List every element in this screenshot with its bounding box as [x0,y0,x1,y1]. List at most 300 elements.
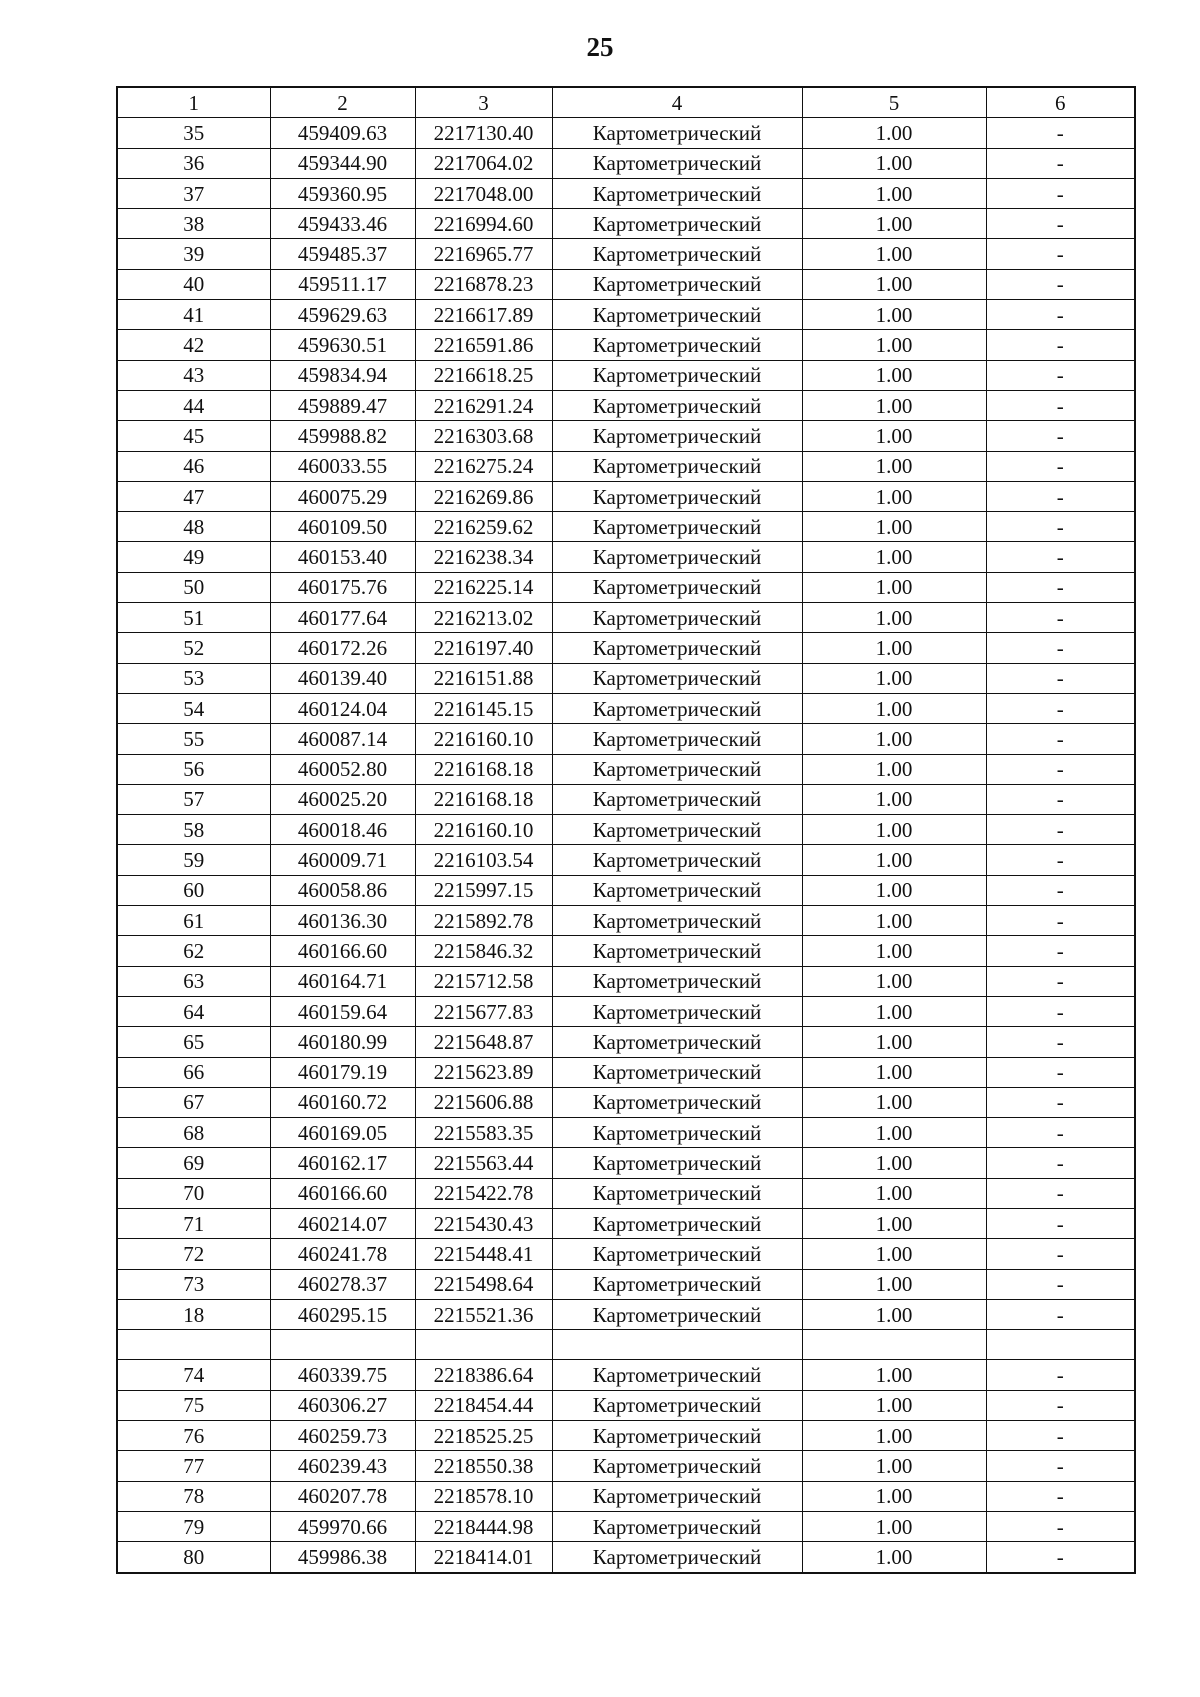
table-row [117,209,1135,239]
table-row [117,390,1135,420]
x-coordinate-cell: 460162.17 [270,1148,415,1178]
y-coordinate-cell: 2215712.58 [415,966,552,996]
point-number-cell: 60 [117,875,270,905]
y-coordinate-cell: 2216259.62 [415,512,552,542]
method-cell: Картометрический [552,1118,802,1148]
description-cell: - [986,148,1135,178]
table-row [117,1451,1135,1481]
table-row [117,421,1135,451]
y-coordinate-cell: 2218578.10 [415,1481,552,1511]
accuracy-cell: 1.00 [802,1057,986,1087]
x-coordinate-cell: 459344.90 [270,148,415,178]
description-cell: - [986,1027,1135,1057]
method-cell: Картометрический [552,572,802,602]
y-coordinate-cell: 2216275.24 [415,451,552,481]
point-number-cell: 65 [117,1027,270,1057]
point-number-cell: 79 [117,1511,270,1541]
description-cell: - [986,481,1135,511]
table-row [117,754,1135,784]
description-cell: - [986,390,1135,420]
x-coordinate-cell: 460136.30 [270,906,415,936]
point-number-cell: 75 [117,1390,270,1420]
accuracy-cell: 1.00 [802,1511,986,1541]
method-cell: Картометрический [552,875,802,905]
table-row [117,784,1135,814]
point-number-cell: 72 [117,1239,270,1269]
table-row [117,572,1135,602]
x-coordinate-cell: 459511.17 [270,269,415,299]
table-row [117,269,1135,299]
method-cell: Картометрический [552,300,802,330]
x-coordinate-cell: 460153.40 [270,542,415,572]
y-coordinate-cell: 2215846.32 [415,936,552,966]
point-number-cell: 36 [117,148,270,178]
point-number-cell: 71 [117,1208,270,1238]
description-cell: - [986,330,1135,360]
method-cell: Картометрический [552,269,802,299]
y-coordinate-cell: 2216168.18 [415,754,552,784]
x-coordinate-cell: 459970.66 [270,1511,415,1541]
accuracy-cell: 1.00 [802,209,986,239]
description-cell: - [986,451,1135,481]
point-number-cell: 53 [117,663,270,693]
point-number-cell: 76 [117,1421,270,1451]
y-coordinate-cell: 2217130.40 [415,118,552,148]
table-body [117,118,1135,1573]
point-number-cell: 39 [117,239,270,269]
table-row [117,936,1135,966]
method-cell: Картометрический [552,330,802,360]
method-cell: Картометрический [552,148,802,178]
method-cell: Картометрический [552,633,802,663]
description-cell: - [986,1511,1135,1541]
y-coordinate-cell: 2216238.34 [415,542,552,572]
y-coordinate-cell: 2217064.02 [415,148,552,178]
table-row [117,300,1135,330]
method-cell: Картометрический [552,390,802,420]
x-coordinate-cell: 460214.07 [270,1208,415,1238]
header-row [117,87,1135,118]
description-cell: - [986,693,1135,723]
x-coordinate-cell: 460025.20 [270,784,415,814]
description-cell: - [986,845,1135,875]
y-coordinate-cell: 2216160.10 [415,815,552,845]
x-coordinate-cell: 459834.94 [270,360,415,390]
accuracy-cell: 1.00 [802,1148,986,1178]
method-cell: Картометрический [552,421,802,451]
y-coordinate-cell: 2215430.43 [415,1208,552,1238]
description-cell: - [986,1269,1135,1299]
method-cell: Картометрический [552,1239,802,1269]
method-cell: Картометрический [552,1299,802,1329]
description-cell: - [986,1208,1135,1238]
accuracy-cell: 1.00 [802,239,986,269]
table-row [117,966,1135,996]
y-coordinate-cell: 2216303.68 [415,421,552,451]
x-coordinate-cell: 459433.46 [270,209,415,239]
description-cell: - [986,1542,1135,1573]
x-coordinate-cell: 460160.72 [270,1087,415,1117]
point-number-cell: 55 [117,724,270,754]
point-number-cell: 37 [117,178,270,208]
point-number-cell: 35 [117,118,270,148]
x-coordinate-cell: 460179.19 [270,1057,415,1087]
x-coordinate-cell: 460339.75 [270,1360,415,1390]
accuracy-cell: 1.00 [802,936,986,966]
table-row [117,330,1135,360]
table-row [117,1330,1135,1360]
description-cell: - [986,754,1135,784]
accuracy-cell: 1.00 [802,178,986,208]
point-number-cell: 40 [117,269,270,299]
accuracy-cell: 1.00 [802,360,986,390]
y-coordinate-cell: 2216618.25 [415,360,552,390]
accuracy-cell: 1.00 [802,1542,986,1573]
description-cell: - [986,421,1135,451]
y-coordinate-cell: 2216145.15 [415,693,552,723]
description-cell: - [986,966,1135,996]
y-coordinate-cell: 2218414.01 [415,1542,552,1573]
x-coordinate-cell: 460159.64 [270,996,415,1026]
y-coordinate-cell: 2215583.35 [415,1118,552,1148]
table-row [117,845,1135,875]
x-coordinate-cell: 460087.14 [270,724,415,754]
point-number-cell: 69 [117,1148,270,1178]
x-coordinate-cell: 460306.27 [270,1390,415,1420]
description-cell: - [986,1118,1135,1148]
x-coordinate-cell: 460075.29 [270,481,415,511]
point-number-cell: 70 [117,1178,270,1208]
table-row [117,1421,1135,1451]
method-cell: Картометрический [552,1360,802,1390]
x-coordinate-cell: 460052.80 [270,754,415,784]
description-cell: - [986,875,1135,905]
x-coordinate-cell: 460139.40 [270,663,415,693]
description-cell: - [986,1299,1135,1329]
description-cell: - [986,178,1135,208]
point-number-cell [117,1330,270,1360]
method-cell: Картометрический [552,542,802,572]
table-row [117,693,1135,723]
y-coordinate-cell: 2216160.10 [415,724,552,754]
accuracy-cell: 1.00 [802,1299,986,1329]
x-coordinate-cell: 460239.43 [270,1451,415,1481]
accuracy-cell: 1.00 [802,1481,986,1511]
y-coordinate-cell: 2218525.25 [415,1421,552,1451]
method-cell: Картометрический [552,239,802,269]
header-cell-2: 2 [270,87,415,118]
y-coordinate-cell [415,1330,552,1360]
point-number-cell: 61 [117,906,270,936]
method-cell: Картометрический [552,118,802,148]
accuracy-cell: 1.00 [802,1208,986,1238]
point-number-cell: 77 [117,1451,270,1481]
point-number-cell: 49 [117,542,270,572]
description-cell: - [986,663,1135,693]
y-coordinate-cell: 2216591.86 [415,330,552,360]
description-cell: - [986,936,1135,966]
y-coordinate-cell: 2218444.98 [415,1511,552,1541]
description-cell: - [986,724,1135,754]
accuracy-cell: 1.00 [802,1421,986,1451]
description-cell: - [986,1360,1135,1390]
table-row [117,1239,1135,1269]
table-row [117,1511,1135,1541]
accuracy-cell: 1.00 [802,996,986,1026]
table-row [117,1208,1135,1238]
table-row [117,1118,1135,1148]
method-cell: Картометрический [552,815,802,845]
point-number-cell: 62 [117,936,270,966]
x-coordinate-cell: 459409.63 [270,118,415,148]
method-cell [552,1330,802,1360]
header-cell-4: 4 [552,87,802,118]
description-cell: - [986,572,1135,602]
y-coordinate-cell: 2215892.78 [415,906,552,936]
x-coordinate-cell: 459986.38 [270,1542,415,1573]
method-cell: Картометрический [552,1511,802,1541]
table-row [117,1360,1135,1390]
y-coordinate-cell: 2218550.38 [415,1451,552,1481]
coordinates-table [116,86,1136,1574]
method-cell: Картометрический [552,512,802,542]
method-cell: Картометрический [552,1451,802,1481]
description-cell [986,1330,1135,1360]
point-number-cell: 38 [117,209,270,239]
description-cell: - [986,118,1135,148]
x-coordinate-cell: 460166.60 [270,936,415,966]
point-number-cell: 54 [117,693,270,723]
accuracy-cell: 1.00 [802,1118,986,1148]
point-number-cell: 57 [117,784,270,814]
y-coordinate-cell: 2218454.44 [415,1390,552,1420]
description-cell: - [986,1087,1135,1117]
y-coordinate-cell: 2216213.02 [415,603,552,633]
method-cell: Картометрический [552,603,802,633]
method-cell: Картометрический [552,1421,802,1451]
description-cell: - [986,1421,1135,1451]
y-coordinate-cell: 2215623.89 [415,1057,552,1087]
table-row [117,118,1135,148]
accuracy-cell: 1.00 [802,330,986,360]
accuracy-cell: 1.00 [802,1360,986,1390]
accuracy-cell: 1.00 [802,1087,986,1117]
description-cell: - [986,784,1135,814]
accuracy-cell: 1.00 [802,906,986,936]
y-coordinate-cell: 2215422.78 [415,1178,552,1208]
accuracy-cell: 1.00 [802,300,986,330]
accuracy-cell: 1.00 [802,1239,986,1269]
accuracy-cell: 1.00 [802,845,986,875]
accuracy-cell: 1.00 [802,1269,986,1299]
accuracy-cell: 1.00 [802,663,986,693]
point-number-cell: 56 [117,754,270,784]
method-cell: Картометрический [552,754,802,784]
description-cell: - [986,542,1135,572]
accuracy-cell: 1.00 [802,118,986,148]
y-coordinate-cell: 2215521.36 [415,1299,552,1329]
table-row [117,815,1135,845]
table-row [117,178,1135,208]
table-row [117,360,1135,390]
accuracy-cell: 1.00 [802,1178,986,1208]
accuracy-cell: 1.00 [802,966,986,996]
x-coordinate-cell: 460241.78 [270,1239,415,1269]
accuracy-cell: 1.00 [802,451,986,481]
accuracy-cell: 1.00 [802,1027,986,1057]
page-number: 25 [586,32,614,62]
method-cell: Картометрический [552,784,802,814]
point-number-cell: 44 [117,390,270,420]
y-coordinate-cell: 2215448.41 [415,1239,552,1269]
method-cell: Картометрический [552,1087,802,1117]
x-coordinate-cell: 460109.50 [270,512,415,542]
accuracy-cell: 1.00 [802,542,986,572]
accuracy-cell [802,1330,986,1360]
table-row [117,1148,1135,1178]
y-coordinate-cell: 2215677.83 [415,996,552,1026]
accuracy-cell: 1.00 [802,572,986,602]
table-row [117,1299,1135,1329]
x-coordinate-cell: 459360.95 [270,178,415,208]
x-coordinate-cell [270,1330,415,1360]
table-row [117,1481,1135,1511]
x-coordinate-cell: 460175.76 [270,572,415,602]
method-cell: Картометрический [552,209,802,239]
x-coordinate-cell: 460259.73 [270,1421,415,1451]
table-row [117,906,1135,936]
x-coordinate-cell: 460177.64 [270,603,415,633]
y-coordinate-cell: 2216291.24 [415,390,552,420]
x-coordinate-cell: 459889.47 [270,390,415,420]
table-row [117,633,1135,663]
table-row [117,1178,1135,1208]
method-cell: Картометрический [552,663,802,693]
table-row [117,451,1135,481]
description-cell: - [986,1481,1135,1511]
accuracy-cell: 1.00 [802,603,986,633]
accuracy-cell: 1.00 [802,390,986,420]
y-coordinate-cell: 2216103.54 [415,845,552,875]
x-coordinate-cell: 459988.82 [270,421,415,451]
y-coordinate-cell: 2216878.23 [415,269,552,299]
point-number-cell: 47 [117,481,270,511]
point-number-cell: 63 [117,966,270,996]
x-coordinate-cell: 460164.71 [270,966,415,996]
description-cell: - [986,1239,1135,1269]
y-coordinate-cell: 2216151.88 [415,663,552,693]
accuracy-cell: 1.00 [802,815,986,845]
method-cell: Картометрический [552,1481,802,1511]
table-row [117,663,1135,693]
accuracy-cell: 1.00 [802,724,986,754]
point-number-cell: 58 [117,815,270,845]
method-cell: Картометрический [552,178,802,208]
method-cell: Картометрический [552,1542,802,1573]
table-row [117,1057,1135,1087]
y-coordinate-cell: 2218386.64 [415,1360,552,1390]
x-coordinate-cell: 460207.78 [270,1481,415,1511]
y-coordinate-cell: 2216617.89 [415,300,552,330]
accuracy-cell: 1.00 [802,421,986,451]
y-coordinate-cell: 2215498.64 [415,1269,552,1299]
accuracy-cell: 1.00 [802,481,986,511]
accuracy-cell: 1.00 [802,1451,986,1481]
table-row [117,512,1135,542]
point-number-cell: 51 [117,603,270,633]
method-cell: Картометрический [552,906,802,936]
y-coordinate-cell: 2215606.88 [415,1087,552,1117]
method-cell: Картометрический [552,1027,802,1057]
y-coordinate-cell: 2217048.00 [415,178,552,208]
x-coordinate-cell: 460166.60 [270,1178,415,1208]
x-coordinate-cell: 460058.86 [270,875,415,905]
description-cell: - [986,603,1135,633]
table-row [117,1542,1135,1573]
point-number-cell: 52 [117,633,270,663]
point-number-cell: 41 [117,300,270,330]
point-number-cell: 80 [117,1542,270,1573]
x-coordinate-cell: 460124.04 [270,693,415,723]
x-coordinate-cell: 460009.71 [270,845,415,875]
description-cell: - [986,996,1135,1026]
point-number-cell: 48 [117,512,270,542]
point-number-cell: 46 [117,451,270,481]
accuracy-cell: 1.00 [802,754,986,784]
method-cell: Картометрический [552,360,802,390]
table-row [117,875,1135,905]
table-row [117,724,1135,754]
method-cell: Картометрический [552,996,802,1026]
method-cell: Картометрический [552,693,802,723]
y-coordinate-cell: 2215997.15 [415,875,552,905]
x-coordinate-cell: 460180.99 [270,1027,415,1057]
x-coordinate-cell: 460278.37 [270,1269,415,1299]
header-cell-3: 3 [415,87,552,118]
x-coordinate-cell: 460295.15 [270,1299,415,1329]
point-number-cell: 74 [117,1360,270,1390]
point-number-cell: 18 [117,1299,270,1329]
point-number-cell: 50 [117,572,270,602]
point-number-cell: 45 [117,421,270,451]
description-cell: - [986,1148,1135,1178]
header-cell-5: 5 [802,87,986,118]
method-cell: Картометрический [552,845,802,875]
method-cell: Картометрический [552,724,802,754]
header-cell-6: 6 [986,87,1135,118]
y-coordinate-cell: 2216168.18 [415,784,552,814]
method-cell: Картометрический [552,1148,802,1178]
x-coordinate-cell: 460169.05 [270,1118,415,1148]
accuracy-cell: 1.00 [802,784,986,814]
table-row [117,481,1135,511]
point-number-cell: 64 [117,996,270,1026]
description-cell: - [986,209,1135,239]
description-cell: - [986,1057,1135,1087]
x-coordinate-cell: 460033.55 [270,451,415,481]
method-cell: Картометрический [552,936,802,966]
point-number-cell: 68 [117,1118,270,1148]
description-cell: - [986,360,1135,390]
table-row [117,1269,1135,1299]
table-row [117,603,1135,633]
accuracy-cell: 1.00 [802,1390,986,1420]
accuracy-cell: 1.00 [802,148,986,178]
x-coordinate-cell: 460018.46 [270,815,415,845]
accuracy-cell: 1.00 [802,875,986,905]
method-cell: Картометрический [552,451,802,481]
description-cell: - [986,269,1135,299]
